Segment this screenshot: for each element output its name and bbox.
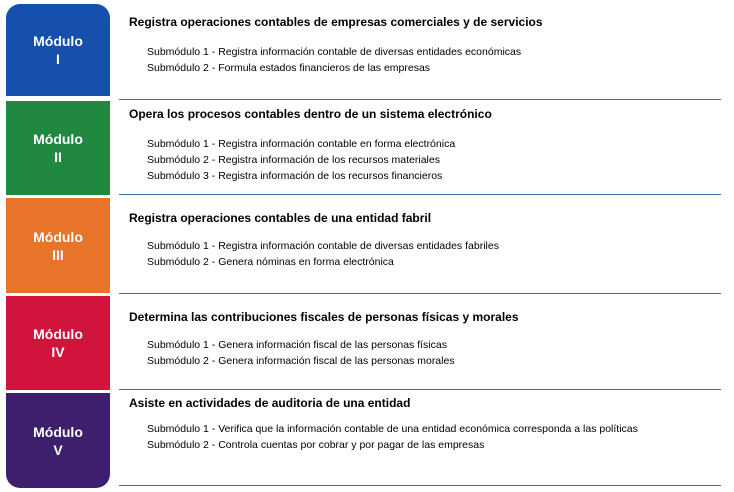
module-title: Registra operaciones contables de empresas comerciales y de servicios <box>129 15 543 29</box>
module-tab-1 <box>6 4 110 96</box>
module-numeral: IV <box>51 344 65 360</box>
module-row-4 <box>0 296 734 391</box>
submodule-list <box>147 238 499 270</box>
submodule-item: Submódulo 1 - Registra información contable de diversas entidades fabriles <box>147 240 499 252</box>
module-content-1 <box>119 4 721 100</box>
module-tab-5 <box>6 393 110 488</box>
module-label: Módulo <box>33 423 83 440</box>
module-label: Módulo <box>33 33 83 49</box>
module-row-1 <box>0 4 734 100</box>
submodule-list <box>147 44 521 76</box>
submodule-list <box>147 337 455 369</box>
module-tab-2 <box>6 101 110 195</box>
submodule-item: Submódulo 2 - Registra información de los recursos materiales <box>147 154 440 166</box>
module-row-3 <box>0 198 734 295</box>
module-title: Asiste en actividades de auditoria de una entidad <box>129 396 411 410</box>
module-tab-4 <box>6 296 110 390</box>
module-title: Opera los procesos contables dentro de un sistema electrónico <box>129 107 492 121</box>
submodule-item: Submódulo 1 - Registra información contable en forma electrónica <box>147 138 456 150</box>
submodule-list <box>147 421 638 453</box>
module-row-5 <box>0 393 734 488</box>
submodule-item: Submódulo 1 - Verifica que la información contable de una entidad económica corresponda a las políticas <box>147 423 638 435</box>
submodule-item: Submódulo 1 - Registra información contable de diversas entidades económicas <box>147 46 522 58</box>
submodule-list <box>147 136 455 184</box>
module-numeral: V <box>53 441 63 458</box>
module-content-4 <box>119 296 721 390</box>
submodule-item: Submódulo 2 - Formula estados financieros de las empresas <box>147 62 431 74</box>
module-label: Módulo <box>33 228 83 245</box>
module-content-5 <box>119 393 721 486</box>
module-row-2 <box>0 101 734 196</box>
submodule-item: Submódulo 1 - Genera información fiscal de las personas físicas <box>147 339 447 351</box>
module-label: Módulo <box>33 326 83 342</box>
submodule-item: Submódulo 3 - Registra información de los recursos financieros <box>147 170 443 182</box>
submodule-item: Submódulo 2 - Controla cuentas por cobrar y por pagar de las empresas <box>147 439 485 451</box>
module-content-2 <box>119 101 721 195</box>
module-title: Determina las contribuciones fiscales de personas físicas y morales <box>129 310 519 324</box>
module-tab-3 <box>6 198 110 293</box>
module-numeral: III <box>52 246 64 263</box>
module-title: Registra operaciones contables de una entidad fabril <box>129 211 432 225</box>
submodule-item: Submódulo 2 - Genera información fiscal de las personas morales <box>147 355 455 367</box>
module-numeral: I <box>56 51 60 67</box>
submodule-item: Submódulo 2 - Genera nóminas en forma electrónica <box>147 256 394 268</box>
module-label: Módulo <box>33 131 83 147</box>
module-content-3 <box>119 198 721 294</box>
module-numeral: II <box>54 149 62 165</box>
